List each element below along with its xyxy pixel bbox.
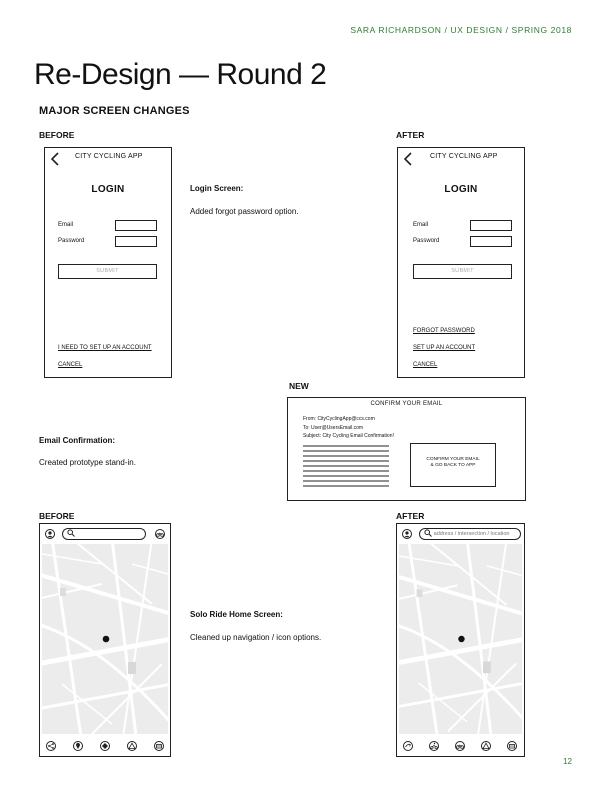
location-pin-icon[interactable]	[73, 741, 83, 751]
header-term: SPRING 2018	[511, 25, 572, 35]
user-icon[interactable]	[45, 529, 55, 539]
car-icon[interactable]	[507, 741, 517, 751]
email-body-lines	[303, 445, 389, 489]
email-field[interactable]	[470, 220, 512, 231]
map-view[interactable]	[399, 544, 522, 734]
login-before-label: BEFORE	[39, 130, 75, 140]
car-icon[interactable]	[154, 741, 164, 751]
search-icon	[67, 529, 75, 537]
header-course: UX DESIGN	[450, 25, 503, 35]
section-heading: MAJOR SCREEN CHANGES	[39, 105, 190, 117]
cancel-link[interactable]: CANCEL	[58, 362, 83, 368]
solo-after-label: AFTER	[396, 511, 425, 521]
setup-account-link[interactable]: SET UP AN ACCOUNT	[413, 345, 476, 351]
email-from: From: CityCyclingApp@ccs.com	[303, 416, 375, 422]
email-subject: Subject: City Cycling Email Confirmation!	[303, 433, 394, 439]
current-location-marker	[458, 636, 464, 642]
bike-icon[interactable]	[455, 741, 465, 751]
search-icon	[424, 529, 432, 537]
email-note-title: Email Confirmation:	[39, 436, 116, 445]
password-label: Password	[413, 238, 440, 244]
page-header: SARA RICHARDSON / UX DESIGN / SPRING 2018	[350, 25, 572, 35]
bottom-nav-bar	[397, 736, 524, 756]
login-heading: LOGIN	[444, 184, 478, 195]
header-author: SARA RICHARDSON	[350, 25, 442, 35]
directions-icon[interactable]	[403, 741, 413, 751]
app-title: CITY CYCLING APP	[75, 153, 143, 160]
share-icon[interactable]	[46, 741, 56, 751]
setup-account-link[interactable]: I NEED TO SET UP AN ACCOUNT	[58, 345, 152, 351]
solo-note-title: Solo Ride Home Screen:	[190, 610, 283, 619]
page-title: Re-Design — Round 2	[34, 58, 327, 91]
login-note-body: Added forgot password option.	[190, 207, 299, 216]
login-after-label: AFTER	[396, 130, 425, 140]
confirm-email-button[interactable]: CONFIRM YOUR EMAIL & GO BACK TO APP	[410, 443, 496, 487]
email-note-body: Created prototype stand-in.	[39, 458, 136, 467]
login-after-wireframe	[397, 147, 525, 378]
submit-button[interactable]: SUBMIT	[58, 264, 157, 279]
login-before-wireframe	[44, 147, 172, 378]
solo-after-wireframe	[396, 523, 525, 757]
search-input[interactable]	[62, 528, 146, 540]
email-new-label: NEW	[289, 381, 309, 391]
bike-icon[interactable]	[155, 529, 165, 539]
back-arrow-icon	[49, 152, 61, 166]
map-view[interactable]	[42, 544, 168, 734]
search-placeholder: address / intersection / location	[433, 531, 510, 537]
password-label: Password	[58, 238, 85, 244]
hazard-icon[interactable]	[127, 741, 137, 751]
login-heading: LOGIN	[91, 184, 125, 195]
solo-note-body: Cleaned up navigation / icon options.	[190, 633, 322, 642]
cancel-link[interactable]: CANCEL	[413, 362, 438, 368]
forgot-password-link[interactable]: FORGOT PASSWORD	[413, 328, 475, 334]
email-field[interactable]	[115, 220, 157, 231]
solo-before-wireframe	[39, 523, 171, 757]
solo-before-label: BEFORE	[39, 511, 75, 521]
email-wireframe	[287, 397, 526, 501]
bike-ride-icon[interactable]	[429, 741, 439, 751]
bottom-nav-bar	[40, 736, 170, 756]
search-input[interactable]	[419, 528, 521, 540]
navigation-icon[interactable]	[100, 741, 110, 751]
email-label: Email	[58, 222, 74, 228]
email-to: To: User@UsersEmail.com	[303, 425, 364, 431]
page-number: 12	[563, 757, 572, 766]
submit-button[interactable]: SUBMIT	[413, 264, 512, 279]
login-note-title: Login Screen:	[190, 184, 244, 193]
back-arrow-icon	[402, 152, 414, 166]
hazard-icon[interactable]	[481, 741, 491, 751]
current-location-marker	[103, 636, 110, 643]
user-icon[interactable]	[402, 529, 412, 539]
password-field[interactable]	[115, 236, 157, 247]
email-heading: CONFIRM YOUR EMAIL	[370, 401, 443, 407]
password-field[interactable]	[470, 236, 512, 247]
app-title: CITY CYCLING APP	[430, 153, 498, 160]
email-label: Email	[413, 222, 429, 228]
